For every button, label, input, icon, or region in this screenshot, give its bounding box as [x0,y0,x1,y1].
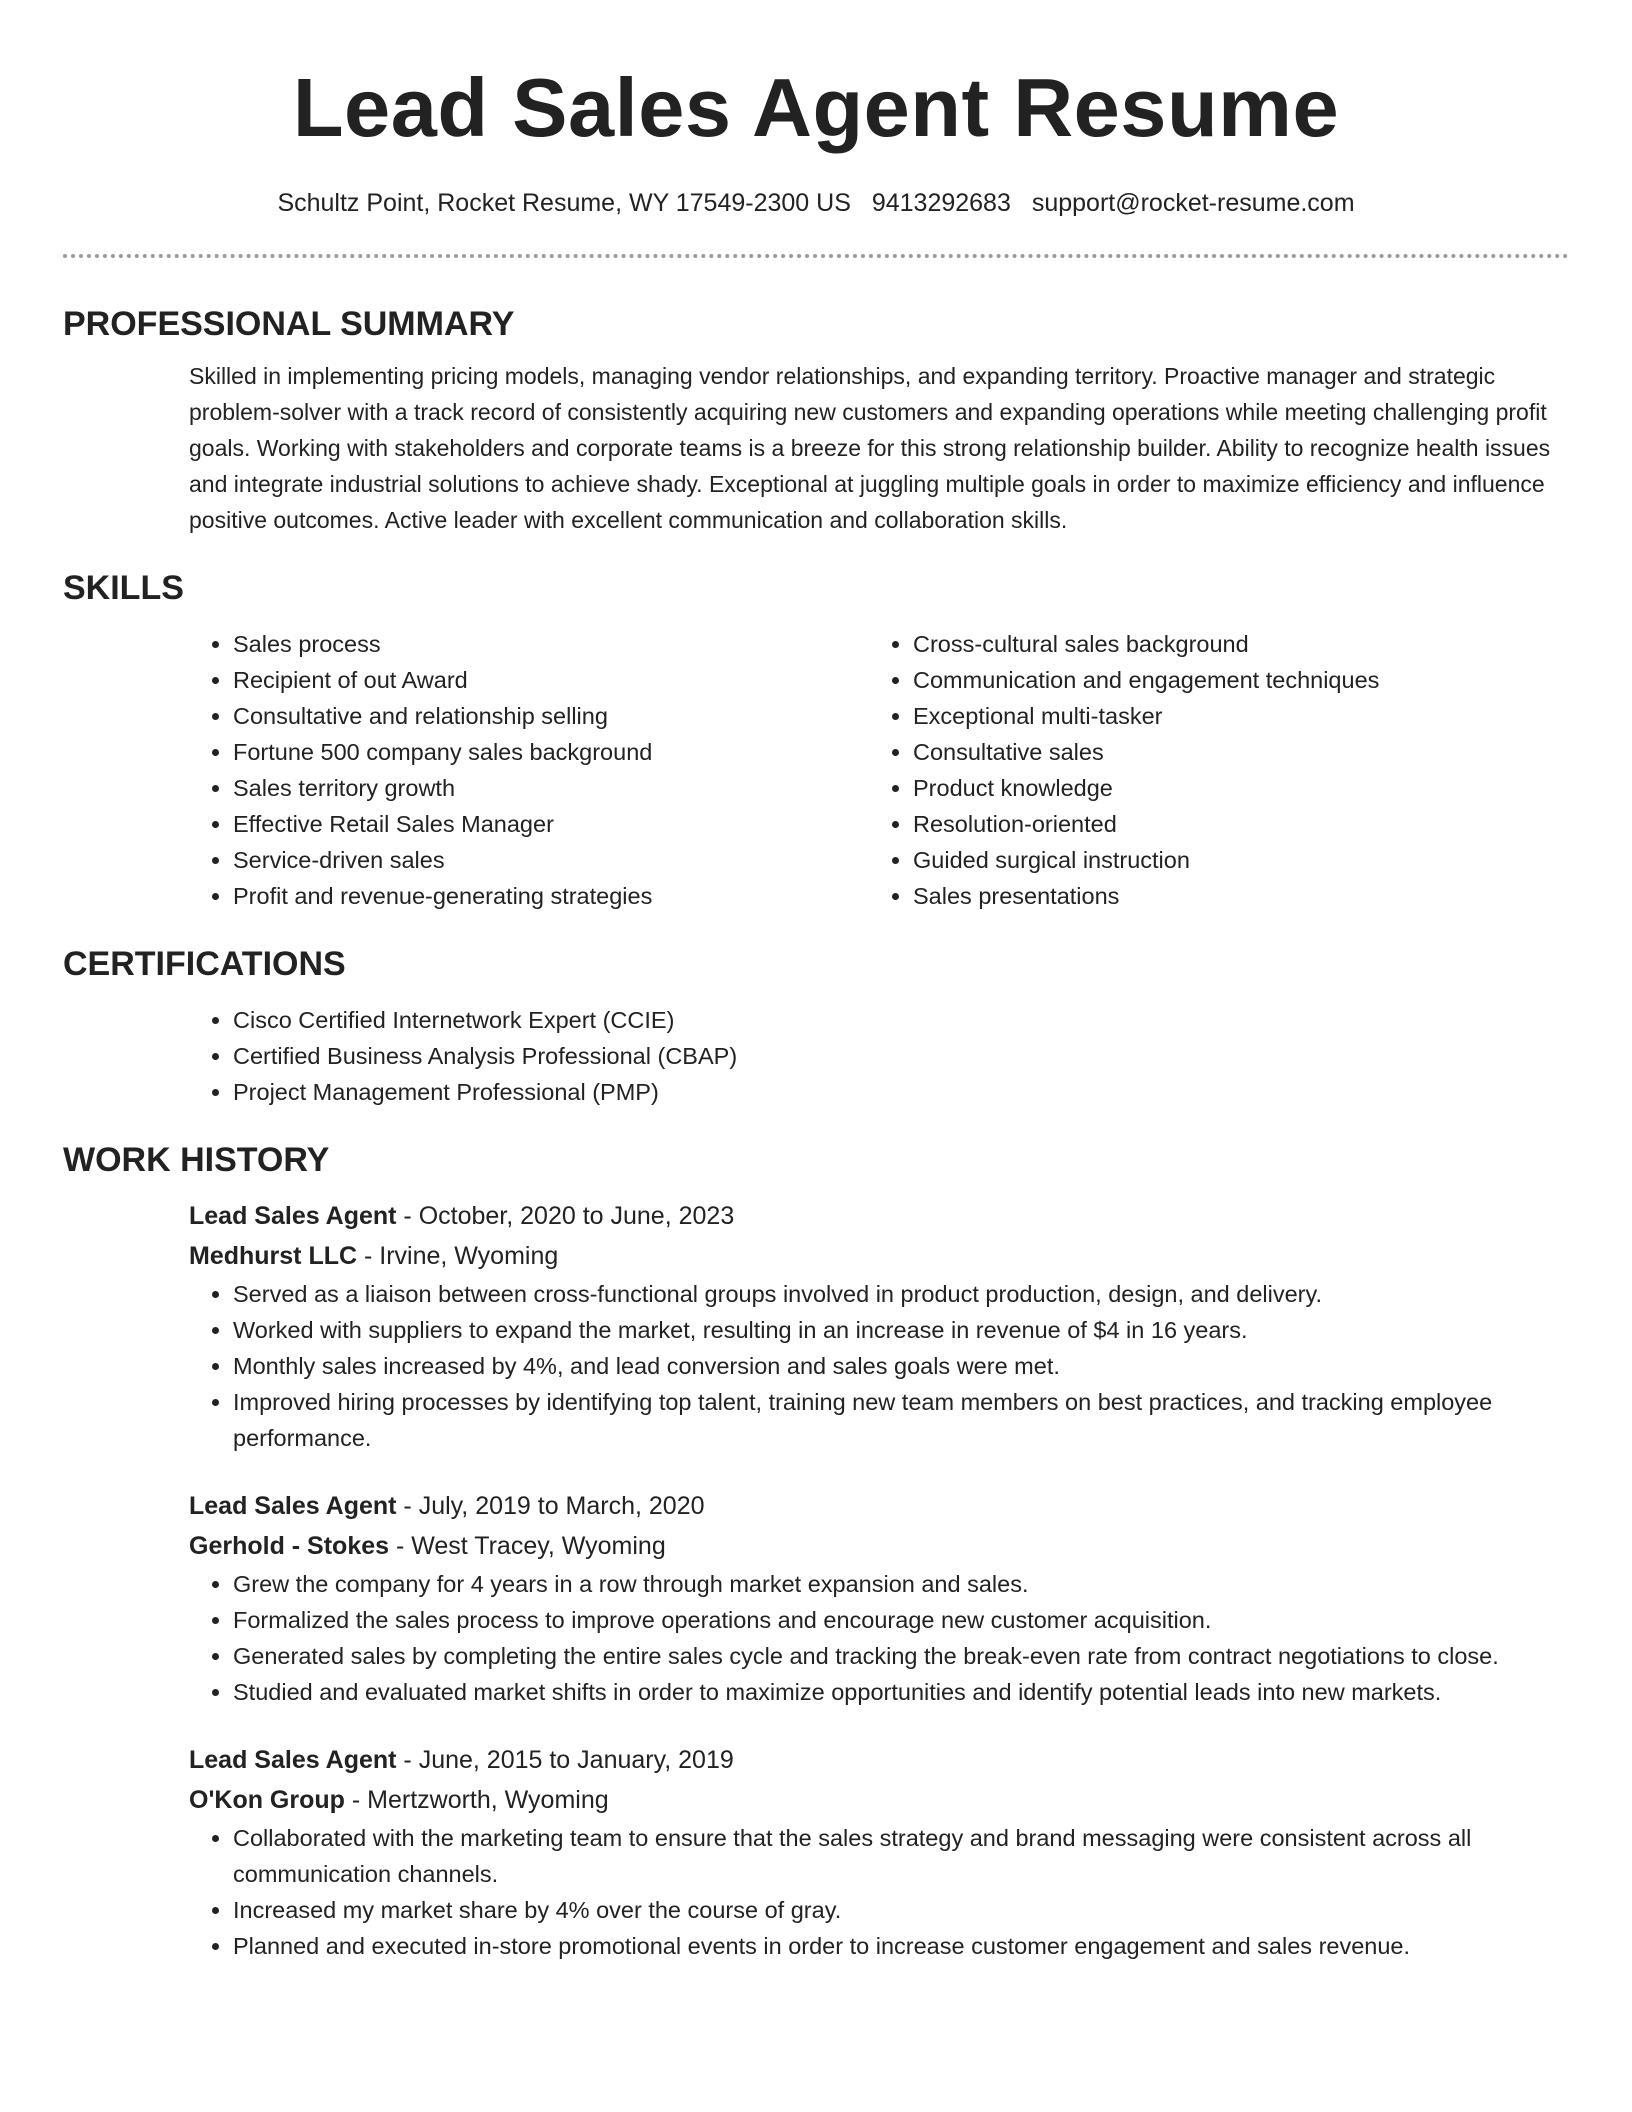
job-company: Medhurst LLC [189,1242,358,1270]
job-bullet: • Grew the company for 4 years in a row through market expansion and sales. [233,1566,1569,1602]
contact-address: Schultz Point, Rocket Resume, WY 17549-2300 US [277,189,851,217]
certifications-heading: CERTIFICATIONS [63,945,346,983]
job-dates: - October, 2020 to June, 2023 [396,1202,735,1230]
job-entry [189,1740,1569,1964]
job-bullets [189,1820,1569,1964]
job-company: Gerhold - Stokes [189,1532,390,1560]
skill-item: • Consultative sales [913,734,1569,770]
job-entry [189,1196,1569,1456]
skill-item: • Resolution-oriented [913,806,1569,842]
skill-item: • Service-driven sales [233,842,869,878]
contact-phone: 9413292683 [871,189,1011,217]
work-history-heading: WORK HISTORY [63,1141,330,1179]
job-bullet: • Studied and evaluated market shifts in order to maximize opportunities and identify potential leads into new markets. [233,1674,1569,1710]
job-title-line [189,1486,1569,1526]
certification-item: • Cisco Certified Internetwork Expert (CCIE) [233,1002,1569,1038]
job-bullet: • Collaborated with the marketing team to ensure that the sales strategy and brand messaging were consistent across all communication channels. [233,1820,1569,1892]
job-bullet: • Worked with suppliers to expand the market, resulting in an increase in revenue of $4 in 16 years. [233,1312,1569,1348]
job-bullet: • Generated sales by completing the entire sales cycle and tracking the break-even rate from contract negotiations to close. [233,1638,1569,1674]
certifications-list [189,1002,1569,1110]
certifications-section [189,1002,1569,1110]
job-title-line [189,1196,1569,1236]
skill-item: • Exceptional multi-tasker [913,698,1569,734]
skill-item: • Profit and revenue-generating strategies [233,878,869,914]
job-bullet: • Served as a liaison between cross-functional groups involved in product production, design, and delivery. [233,1276,1569,1312]
job-title-line [189,1740,1569,1780]
job-location: - West Tracey, Wyoming [389,1532,666,1560]
job-company-line [189,1526,1569,1566]
job-bullet: • Increased my market share by 4% over the course of gray. [233,1892,1569,1928]
skill-item: • Product knowledge [913,770,1569,806]
job-dates: - July, 2019 to March, 2020 [396,1492,705,1520]
job-location: - Irvine, Wyoming [357,1242,559,1270]
job-entry [189,1486,1569,1710]
skill-item: • Effective Retail Sales Manager [233,806,869,842]
skills-list-left [189,626,869,914]
summary-heading: PROFESSIONAL SUMMARY [63,305,515,343]
summary-section [189,358,1569,538]
skills-list-right [869,626,1569,914]
header-divider [63,254,1569,258]
job-title: Lead Sales Agent [189,1492,397,1520]
skills-section [189,626,1569,914]
job-bullets [189,1566,1569,1710]
skill-item: • Recipient of out Award [233,662,869,698]
skills-column-left [189,626,869,914]
job-bullet: • Formalized the sales process to improve operations and encourage new customer acquisition. [233,1602,1569,1638]
job-title: Lead Sales Agent [189,1746,397,1774]
job-bullets [189,1276,1569,1456]
skill-item: • Sales territory growth [233,770,869,806]
skill-item: • Communication and engagement techniques [913,662,1569,698]
job-bullet: • Monthly sales increased by 4%, and lead conversion and sales goals were met. [233,1348,1569,1384]
job-bullet: • Planned and executed in-store promotional events in order to increase customer engagement and sales revenue. [233,1928,1569,1964]
skill-item: • Cross-cultural sales background [913,626,1569,662]
contact-line [63,186,1569,220]
certification-item: • Certified Business Analysis Professional (CBAP) [233,1038,1569,1074]
skill-item: • Sales presentations [913,878,1569,914]
skill-item: • Guided surgical instruction [913,842,1569,878]
job-company-line [189,1780,1569,1820]
job-title: Lead Sales Agent [189,1202,397,1230]
skill-item: • Fortune 500 company sales background [233,734,869,770]
certification-item: • Project Management Professional (PMP) [233,1074,1569,1110]
skill-item: • Consultative and relationship selling [233,698,869,734]
summary-text: Skilled in implementing pricing models, managing vendor relationships, and expanding territory. Proactive manager and strategic problem-solver with a track record of consistently acquiring new customers and expanding operations while meeting challenging profit goals. Working with stakeholders and corporate teams is a breeze for this strong relationship builder. Ability to recognize health issues and integrate industrial solutions to achieve shady. Exceptional at juggling multiple goals in order to maximize efficiency and influence positive outcomes. Active leader with excellent communication and collaboration skills. [189,363,1551,533]
job-bullet: • Improved hiring processes by identifying top talent, training new team members on best practices, and tracking employee performance. [233,1384,1569,1456]
job-company: O'Kon Group [189,1786,345,1814]
skill-item: • Sales process [233,626,869,662]
contact-email: support@rocket-resume.com [1031,189,1355,217]
job-company-line [189,1236,1569,1276]
page-title: Lead Sales Agent Resume [292,61,1340,154]
job-location: - Mertzworth, Wyoming [344,1786,609,1814]
skills-heading: SKILLS [63,569,184,607]
skills-column-right [869,626,1569,914]
job-dates: - June, 2015 to January, 2019 [396,1746,734,1774]
